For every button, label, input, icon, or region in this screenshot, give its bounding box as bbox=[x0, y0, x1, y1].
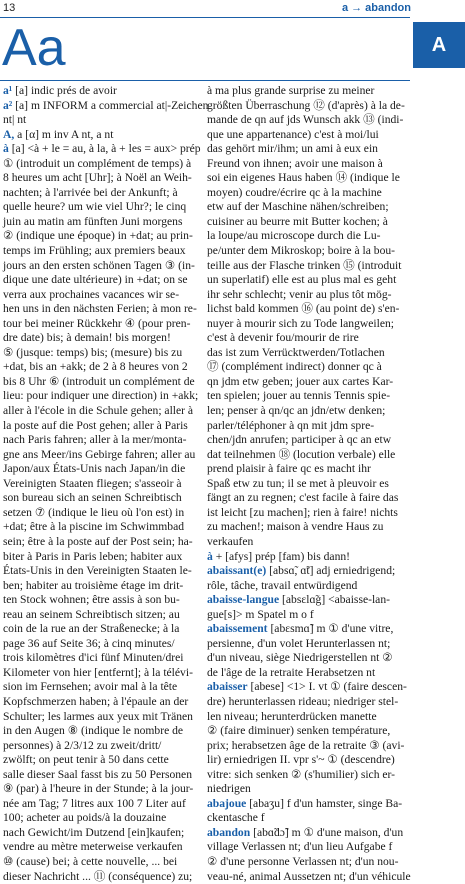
entry-line: parler/téléphoner à qn mit jdm spre- bbox=[207, 418, 375, 432]
entry-line: de l'âge de la retraite Herabsetzen nt bbox=[207, 665, 376, 679]
entry-line: größten Überraschung ⑫ (d'après) à la de- bbox=[207, 98, 405, 112]
entry-line: lieu: pour indiquer une direction) in +akk; bbox=[3, 389, 199, 403]
entry-line: prix; herabsetzen âge de la retraite ③ (avi- bbox=[207, 738, 405, 752]
entry-line: das gehört mir/ihm; un ami à eux ein bbox=[207, 142, 378, 156]
entry-line: qn jdm etw geben; jouer aux cartes Kar- bbox=[207, 374, 394, 388]
entry-line: rôle, tâche, travail entwürdigend bbox=[207, 578, 358, 592]
entry-line: ② (faire diminuer) senken température, bbox=[207, 724, 391, 738]
entry-line: lichst bald kommen ⑯ (au point de) s'en- bbox=[207, 302, 400, 316]
entry-line: ⑰ (complément indirect) donner qc à bbox=[207, 360, 382, 374]
entry-line: nach Gewicht/im Dutzend [ein]kaufen; bbox=[3, 825, 185, 839]
entry-line: a¹ [a] indic prés de avoir bbox=[3, 84, 117, 97]
entry-line: moyen) coudre/écrire qc à la machine bbox=[207, 185, 382, 199]
entry-line: ① (introduit un complément de temps) à bbox=[3, 156, 192, 170]
entry-line: ⑤ (jusque: temps) bis; (mesure) bis zu bbox=[3, 345, 183, 359]
entry-line: veau-né, animal Aussetzen nt; d'un véhicule bbox=[207, 869, 411, 883]
entry-line: chen/jdn anrufen; participer à qc an etw bbox=[207, 433, 392, 447]
entry-line: verra aux prochaines vacances wir se- bbox=[3, 287, 180, 301]
entry-line: verkaufen bbox=[207, 534, 254, 548]
entry-line: dieser Nachricht ... ⑪ (conséquence) zu; bbox=[3, 869, 193, 883]
entry-line: niedrigen bbox=[207, 782, 251, 796]
entry-line: in den Augen ⑧ (indique le nombre de bbox=[3, 724, 184, 738]
entry-line: lir) erniedrigen II. vpr s'~ ① (descendre) bbox=[207, 753, 395, 767]
entry-line: hen uns in den nächsten Ferien; à mon re- bbox=[3, 302, 197, 316]
entry-line: ⑩ (cause) bei; à cette nouvelle, ... bei bbox=[3, 854, 178, 868]
entry-line: len; penser à qn/qc an jdn/etw denken; bbox=[207, 404, 386, 418]
entry-line: teille aus der Flasche trinken ⑮ (introduit bbox=[207, 258, 402, 272]
entry-line: gue[s]> m Spatel m o f bbox=[207, 607, 314, 621]
entry-line: prend plaisir à faire qc es macht ihr bbox=[207, 462, 371, 476]
entry-line: ist leicht [zu machen]; rien à faire! nichts bbox=[207, 505, 398, 519]
entry-line: nachten; à l'arrivée bei der Ankunft; à bbox=[3, 185, 178, 199]
entry-line: persienne, d'un volet Herunterlassen nt; bbox=[207, 636, 391, 650]
entry-line: bis 8 Uhr ⑥ (introduit un complément de bbox=[3, 374, 195, 388]
entry-line: nach Paris fahren; aller à la mer/monta- bbox=[3, 433, 187, 447]
entry-line: États-Unis in den Vereinigten Staaten le- bbox=[3, 564, 192, 578]
entry-line: village Verlassen nt; d'un lieu Aufgabe f bbox=[207, 840, 393, 854]
entry-line: abaissement [abɛsmɑ̃] m ① d'une vitre, bbox=[207, 622, 394, 636]
entry-line: ten Stock wohnen; être assis à son bu- bbox=[3, 593, 180, 607]
entry-line: juin au matin am fünften Juni morgens bbox=[3, 214, 183, 228]
entry-line: ckentasche f bbox=[207, 811, 265, 825]
entry-line: dre) herunterlassen rideau; niedriger stel- bbox=[207, 694, 399, 708]
right-column bbox=[207, 84, 411, 883]
entry-line: quelle heure? um wie viel Uhr?; le cinq bbox=[3, 200, 187, 214]
entry-line: len niveau; herunterdrücken manette bbox=[207, 709, 377, 723]
entry-line: das ist zum Verrücktwerden/Totlachen bbox=[207, 345, 385, 359]
entry-line: Freund von ihnen; avoir une maison à bbox=[207, 156, 383, 170]
entry-line: dat teilnehmen ⑱ (locution verbale) elle bbox=[207, 447, 396, 461]
entry-line: dique une date ultérieure) in +dat; on se bbox=[3, 273, 188, 287]
entry-line: setzen ⑦ (indique le lieu où l'on est) in bbox=[3, 505, 185, 519]
entry-line: abandon [abɑ̃dɔ̃] m ① d'une maison, d'un bbox=[207, 825, 404, 839]
entry-line: etw auf der Maschine nähen/schreiben; bbox=[207, 200, 389, 214]
entry-line: nuyer à mourir sich zu Tode langweilen; bbox=[207, 316, 394, 330]
entry-line: abaisser [abese] <1> I. vt ① (faire descen- bbox=[207, 680, 407, 694]
entry-line: ihr sehr schlecht; venir au plus tôt mög- bbox=[207, 287, 392, 301]
entry-line: que une appartenance) c'est à moi/lui bbox=[207, 127, 379, 141]
entry-line: temps im Frühling; aux premiers beaux bbox=[3, 244, 186, 258]
entry-line: fängt an zu regnen; c'est facile à faire das bbox=[207, 491, 399, 505]
entry-line: à ma plus grande surprise zu meiner bbox=[207, 84, 375, 97]
entry-line: jours an den ersten schönen Tagen ③ (in- bbox=[3, 258, 195, 272]
entry-line: ⑨ (par) à l'heure in der Stunde; à la jour- bbox=[3, 782, 194, 796]
entry-line: a² [a] m INFORM a commercial at|-Zeichen bbox=[3, 98, 209, 112]
entry-line: Kilometer von hier [entfernt]; à la télévi- bbox=[3, 665, 193, 679]
page-header bbox=[0, 0, 465, 20]
entry-line: ten spielen; jouer au tennis Tennis spie- bbox=[207, 389, 391, 403]
entry-line: coin de la rue an der Straßenecke; à la bbox=[3, 622, 180, 636]
entry-line: ben; habiter au troisième étage im drit- bbox=[3, 578, 184, 592]
entry-line: biter à Paris in Paris leben; habiter aux bbox=[3, 549, 183, 563]
entry-line: cuisiner au beurre mit Butter kochen; à bbox=[207, 214, 388, 228]
entry-line: à [a] <à + le = au, à la, à + les = aux> prép bbox=[3, 142, 201, 156]
entry-line: d'un niveau, siège Niedrigerstellen nt ② bbox=[207, 651, 393, 665]
entry-line: Japon/aux États-Unis nach Japan/in die bbox=[3, 462, 186, 476]
entry-line: zu machen!; maison à vendre Haus zu bbox=[207, 520, 384, 534]
entry-line: vendre au mètre meterweise verkaufen bbox=[3, 840, 183, 854]
entry-line: abajoue [abaʒu] f d'un hamster, singe Ba- bbox=[207, 796, 403, 810]
entry-line: tour bei meiner Rückkehr ④ (pour pren- bbox=[3, 316, 191, 330]
entry-line: gne ans Meer/ins Gebirge fahren; aller au bbox=[3, 447, 196, 461]
entry-line: personnes) à 2/3/12 zu zweit/dritt/ bbox=[3, 738, 162, 752]
entry-line: reau an seinem Schreibtisch sitzen; au bbox=[3, 607, 180, 621]
entry-line: nt| nt bbox=[3, 113, 27, 127]
thumb-index-tab: A bbox=[413, 22, 465, 68]
entry-line: Kopfschmerzen haben; à l'épaule an der bbox=[3, 694, 189, 708]
section-letter: Aa bbox=[2, 19, 66, 77]
entry-line: abaissant(e) [absɑ̃, ɑ̃t] adj erniedrigend; bbox=[207, 564, 396, 578]
entry-line: page 36 auf Seite 36; à cinq minutes/ bbox=[3, 636, 175, 650]
entry-line: A, a [α] m inv A nt, a nt bbox=[3, 127, 114, 141]
entry-line: c'est à devenir fou/mourir de rire bbox=[207, 331, 359, 345]
entry-line: mande de qn auf jds Wunsch akk ⑬ (indi- bbox=[207, 113, 404, 127]
entry-line: Vereinigten Staaten fliegen; s'asseoir à bbox=[3, 476, 182, 490]
page-number: 13 bbox=[3, 2, 16, 14]
entry-line: Spaß etw zu tun; il se met à pleuvoir es bbox=[207, 476, 389, 490]
entry-line: née am Tag; 7 litres aux 100 7 Liter auf bbox=[3, 796, 186, 810]
entry-line: 8 heures um acht [Uhr]; à Noël an Weih- bbox=[3, 171, 192, 185]
entry-line: son bureau sich an seinen Schreibtisch bbox=[3, 491, 182, 505]
entry-line: trois kilomètres d'ici fünf Minuten/drei bbox=[3, 651, 184, 665]
entry-line: vitre: sich senken ② (s'humilier) sich er- bbox=[207, 767, 396, 781]
entry-line: Schulter; les larmes aux yeux mit Tränen bbox=[3, 709, 193, 723]
running-head: a → abandon bbox=[341, 2, 411, 14]
left-column bbox=[3, 84, 209, 883]
entry-line: un superlatif) elle est au plus mal es geht bbox=[207, 273, 397, 287]
entry-line: soi ein eigenes Haus haben ⑭ (indique le bbox=[207, 171, 400, 185]
entry-line: salle dieser Saal fasst bis zu 50 Personen bbox=[3, 767, 192, 781]
entry-line: dre date) bis; à demain! bis morgen! bbox=[3, 331, 171, 345]
section-rule bbox=[0, 80, 410, 81]
entry-line: sion im Fernsehen; avoir mal à la tête bbox=[3, 680, 178, 694]
entry-line: pe/unter dem Mikroskop; boire à la bou- bbox=[207, 244, 396, 258]
entry-line: abaisse-langue [absɛlɑ̃g] <abaisse-lan- bbox=[207, 593, 390, 607]
entry-line: ② (indique une époque) in +dat; au prin- bbox=[3, 229, 193, 243]
entry-line: +dat, bis an +akk; de 2 à 8 heures von 2 bbox=[3, 360, 188, 374]
entry-line: à + [afys] prép [fam) bis dann! bbox=[207, 549, 351, 563]
entry-line: sein; être à la poste auf der Post sein; ha- bbox=[3, 534, 193, 548]
entry-line: +dat; être à la piscine im Schwimmbad bbox=[3, 520, 185, 534]
entry-line: la loupe/au microscope durch die Lu- bbox=[207, 229, 381, 243]
entry-line: la poste auf die Post gehen; aller à Paris bbox=[3, 418, 188, 432]
entry-line: ② d'une personne Verlassen nt; d'un nou- bbox=[207, 854, 399, 868]
entry-line: zwölft; on peut tenir à 50 dans cette bbox=[3, 753, 169, 767]
entry-line: 100; acheter au poids/à la douzaine bbox=[3, 811, 167, 825]
entry-line: aller à l'école in die Schule gehen; aller à bbox=[3, 404, 194, 418]
